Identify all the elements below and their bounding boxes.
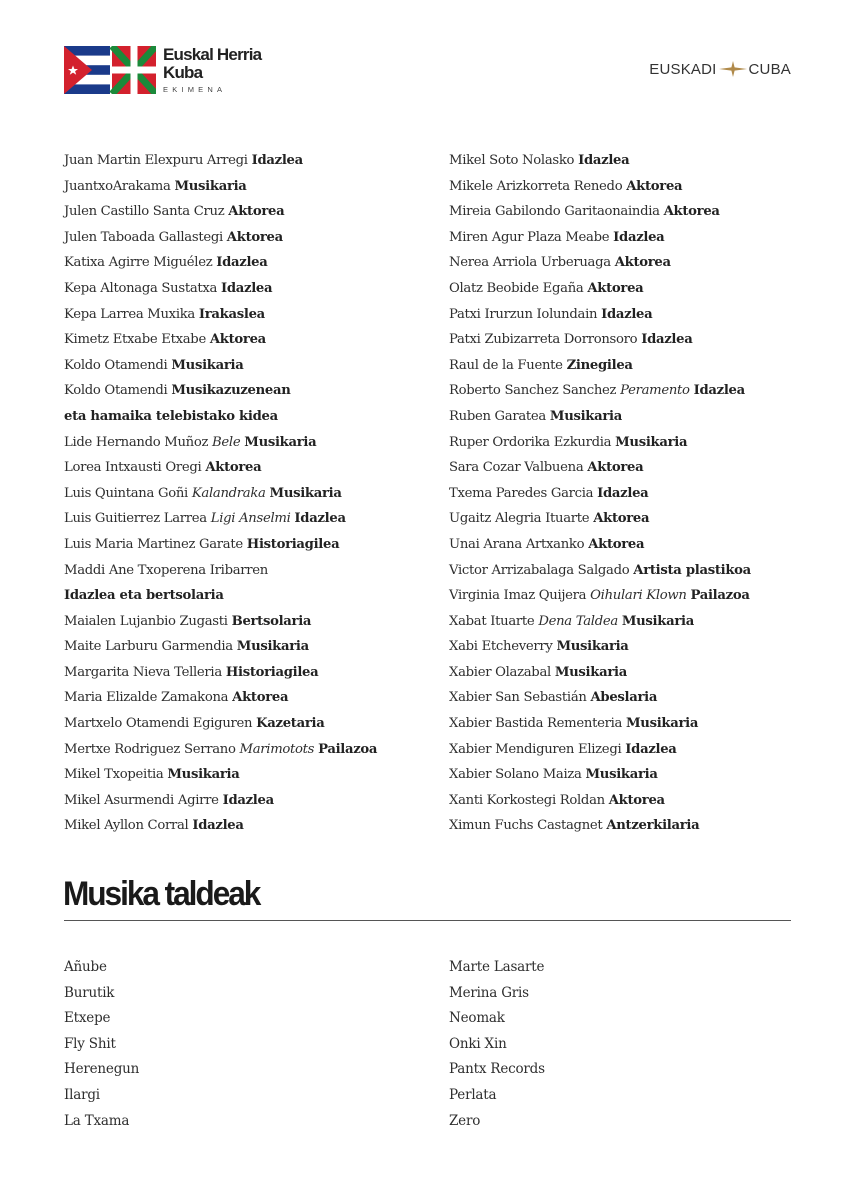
band-item: Perlata — [449, 1086, 497, 1103]
person-row — [64, 762, 377, 788]
person-row — [449, 558, 751, 584]
person-row — [64, 378, 377, 404]
person-row — [449, 148, 751, 174]
person-row — [449, 455, 751, 481]
person-role: Idazlea — [625, 741, 677, 757]
person-role: Artista plastikoa — [633, 562, 751, 578]
person-row — [64, 788, 377, 814]
person-row — [449, 583, 751, 609]
band-item: Añube — [64, 959, 107, 975]
person-row — [64, 353, 377, 379]
person-alias: Oihulari Klown — [590, 588, 687, 604]
person-role: Musikaria — [244, 434, 317, 450]
person-role: Abeslaria — [590, 690, 658, 706]
person-role: Historiagilea — [246, 536, 340, 552]
person-role: Historiagilea — [225, 664, 319, 680]
person-role: Aktorea — [626, 178, 683, 194]
person-row — [449, 404, 751, 430]
band-item: Fly Shit — [64, 1035, 116, 1052]
person-name: Maddi Ane Txoperena Iribarren — [64, 562, 268, 578]
person-row — [449, 353, 751, 379]
person-row — [449, 609, 751, 635]
person-name: Xabier Bastida Rementeria — [449, 716, 623, 732]
person-name: Ruper Ordorika Ezkurdia — [449, 434, 612, 450]
person-row — [64, 276, 377, 302]
flags-icon — [64, 46, 156, 94]
person-name: Koldo Otamendi — [64, 383, 168, 399]
person-row — [449, 250, 751, 276]
band-item: Merina Gris — [449, 984, 529, 1001]
person-name: Xabi Etcheverry — [449, 639, 553, 655]
partner-cuba: CUBA — [748, 60, 791, 78]
person-row — [449, 634, 751, 660]
section-divider — [64, 920, 791, 921]
person-row — [64, 455, 377, 481]
band-item: Onki Xin — [449, 1035, 507, 1052]
person-row — [449, 788, 751, 814]
star-icon — [718, 60, 748, 78]
person-row — [64, 506, 377, 532]
person-row — [64, 711, 377, 737]
person-name: Mikel Soto Nolasko — [449, 153, 575, 168]
person-name: Ugaitz Alegria Ituarte — [449, 511, 590, 527]
person-role: eta hamaika telebistako kidea — [64, 408, 278, 424]
people-list-left — [64, 148, 377, 839]
person-role: Idazlea — [251, 153, 303, 168]
band-item: Pantx Records — [449, 1061, 545, 1078]
person-name: Mikel Asurmendi Agirre — [64, 792, 219, 808]
person-role: Idazlea — [192, 818, 244, 834]
person-name: Xabier Mendiguren Elizegi — [449, 741, 622, 757]
person-role: Aktorea — [228, 204, 285, 220]
person-role: Idazlea — [222, 792, 274, 808]
person-role: Aktorea — [663, 204, 720, 220]
people-list-right — [449, 148, 751, 839]
person-role: Musikaria — [174, 178, 247, 194]
person-name: Kepa Altonaga Sustatxa — [64, 280, 218, 296]
person-row — [449, 737, 751, 763]
person-role: Idazlea — [221, 280, 273, 296]
person-alias: Dena Taldea — [538, 613, 618, 629]
person-row — [449, 430, 751, 456]
person-name: Maria Elizalde Zamakona — [64, 690, 229, 706]
logo-text — [163, 46, 261, 94]
person-alias: Peramento — [620, 383, 690, 399]
person-role: Idazlea — [693, 383, 745, 399]
bands-list-left — [64, 955, 139, 1134]
person-name: Mikele Arizkorreta Renedo — [449, 178, 623, 194]
person-role: Musikaria — [554, 664, 627, 680]
person-role: Aktorea — [608, 792, 665, 808]
person-name: Xanti Korkostegi Roldan — [449, 792, 605, 808]
band-item: Neomak — [449, 1010, 505, 1027]
person-name: Kepa Larrea Muxika — [64, 306, 195, 322]
person-role: Idazlea — [597, 485, 649, 501]
person-row — [64, 481, 377, 507]
person-row — [64, 302, 377, 328]
person-role: Idazlea — [641, 332, 693, 348]
band-item: Etxepe — [64, 1010, 111, 1027]
person-row — [449, 762, 751, 788]
person-name: Lorea Intxausti Oregi — [64, 460, 202, 476]
person-row — [64, 327, 377, 353]
person-row — [64, 404, 377, 430]
person-name: Martxelo Otamendi Egiguren — [64, 716, 253, 732]
person-role: Aktorea — [614, 255, 671, 271]
person-row — [64, 609, 377, 635]
person-row — [449, 378, 751, 404]
band-item: Herenegun — [64, 1061, 140, 1078]
person-role: Pailazoa — [318, 741, 378, 757]
person-row — [64, 737, 377, 763]
person-row — [64, 558, 377, 584]
person-row — [449, 685, 751, 711]
partner-euskadi: EUSKADI — [649, 60, 717, 78]
person-role: Musikaria — [269, 485, 342, 501]
person-name: Luis Maria Martinez Garate — [64, 536, 243, 552]
person-role: Musikaria — [556, 639, 629, 655]
person-role: Musikaria — [625, 716, 699, 732]
person-role: Idazlea — [294, 511, 346, 527]
person-row — [449, 225, 751, 251]
person-role: Musikaria — [236, 639, 309, 655]
person-name: Unai Arana Artxanko — [449, 536, 585, 552]
person-name: Patxi Irurzun Iolundain — [449, 306, 598, 322]
person-row — [64, 225, 377, 251]
person-role: Musikaria — [585, 767, 658, 783]
person-name: Ximun Fuchs Castagnet — [449, 818, 603, 834]
person-role: Irakaslea — [198, 306, 265, 322]
person-name: Sara Cozar Valbuena — [449, 460, 584, 476]
person-row — [449, 174, 751, 200]
person-role: Aktorea — [209, 332, 266, 348]
euskadi-cuba-logo — [649, 60, 791, 78]
person-name: JuantxoArakama — [64, 178, 171, 194]
section-title: Musika taldeak — [63, 875, 260, 913]
page-header — [0, 0, 852, 120]
person-name: Katixa Agirre Miguélez — [64, 255, 213, 271]
person-row — [64, 148, 377, 174]
person-name: Ruben Garatea — [449, 408, 546, 424]
person-name: Virginia Imaz Quijera — [449, 588, 587, 604]
logo-title-line2: Kuba — [163, 63, 203, 82]
person-alias: Bele — [212, 434, 241, 450]
person-name: Koldo Otamendi — [64, 357, 168, 373]
person-alias: Kalandraka — [191, 485, 266, 501]
bands-list-right — [449, 955, 545, 1134]
person-row — [449, 481, 751, 507]
person-name: Txema Paredes Garcia — [449, 485, 594, 501]
person-role: Aktorea — [588, 536, 645, 552]
person-role: Antzerkilaria — [606, 818, 700, 834]
person-name: Victor Arrizabalaga Salgado — [449, 562, 630, 578]
person-name: Mikel Ayllon Corral — [64, 818, 189, 834]
person-role: Idazlea — [613, 229, 665, 245]
person-name: Juan Martin Elexpuru Arregi — [64, 153, 248, 168]
person-role: Idazlea eta bertsolaria — [64, 588, 224, 604]
person-row — [64, 174, 377, 200]
person-row — [64, 813, 377, 839]
person-role: Aktorea — [593, 511, 650, 527]
person-row — [64, 685, 377, 711]
person-name: Margarita Nieva Telleria — [64, 664, 222, 680]
person-role: Aktorea — [587, 460, 644, 476]
person-name: Nerea Arriola Urberuaga — [449, 255, 611, 271]
person-role: Musikaria — [615, 434, 688, 450]
person-role: Musikaria — [171, 357, 244, 373]
person-row — [449, 327, 751, 353]
logo-subtitle: EKIMENA — [163, 85, 227, 94]
person-alias: Ligi Anselmi — [210, 511, 291, 527]
person-role: Idazlea — [578, 153, 630, 168]
person-name: Olatz Beobide Egaña — [449, 280, 584, 296]
band-item: Ilargi — [64, 1086, 100, 1103]
person-role: Aktorea — [226, 229, 283, 245]
band-item: Marte Lasarte — [449, 959, 545, 975]
person-row — [64, 583, 377, 609]
person-role: Idazlea — [216, 255, 268, 271]
person-name: Patxi Zubizarreta Dorronsoro — [449, 332, 638, 348]
person-name: Maialen Lujanbio Zugasti — [64, 613, 228, 629]
person-row — [449, 711, 751, 737]
person-role: Aktorea — [232, 690, 289, 706]
person-role: Musikaria — [621, 613, 694, 629]
band-item: Zero — [449, 1112, 481, 1129]
person-row — [449, 276, 751, 302]
person-name: Maite Larburu Garmendia — [64, 639, 233, 655]
person-alias: Marimotots — [239, 741, 315, 757]
person-row — [449, 813, 751, 839]
person-name: Raul de la Fuente — [449, 357, 563, 373]
person-row — [449, 532, 751, 558]
person-name: Luis Guitierrez Larrea — [64, 511, 207, 527]
person-row — [64, 199, 377, 225]
person-name: Mertxe Rodriguez Serrano — [64, 741, 236, 757]
person-role: Idazlea — [601, 306, 653, 322]
person-role: Bertsolaria — [231, 613, 312, 629]
person-role: Zinegilea — [566, 357, 633, 373]
person-row — [449, 302, 751, 328]
person-row — [449, 199, 751, 225]
person-name: Miren Agur Plaza Meabe — [449, 229, 610, 245]
person-name: Mireia Gabilondo Garitaonaindia — [449, 204, 660, 220]
person-name: Xabier Solano Maiza — [449, 767, 582, 783]
person-role: Musikaria — [549, 408, 622, 424]
person-name: Luis Quintana Goñi — [64, 485, 188, 501]
person-name: Julen Castillo Santa Cruz — [64, 204, 225, 220]
person-name: Kimetz Etxabe Etxabe — [64, 332, 206, 348]
person-row — [64, 634, 377, 660]
band-item: Burutik — [64, 984, 115, 1001]
person-row — [64, 430, 377, 456]
person-name: Julen Taboada Gallastegi — [64, 229, 223, 245]
person-name: Xabat Ituarte — [449, 613, 535, 629]
person-role: Aktorea — [205, 460, 262, 476]
person-name: Xabier San Sebastián — [449, 690, 587, 706]
person-row — [449, 660, 751, 686]
person-role: Kazetaria — [256, 716, 325, 732]
person-name: Xabier Olazabal — [449, 664, 551, 680]
person-row — [64, 250, 377, 276]
person-name: Mikel Txopeitia — [64, 767, 164, 783]
euskal-herria-kuba-logo — [64, 46, 264, 94]
person-role: Aktorea — [587, 280, 644, 296]
person-name: Lide Hernando Muñoz — [64, 434, 209, 450]
logo-title-line1: Euskal Herria — [163, 45, 262, 64]
person-row — [64, 660, 377, 686]
person-row — [64, 532, 377, 558]
person-name: Roberto Sanchez Sanchez — [449, 383, 617, 399]
person-role: Pailazoa — [690, 588, 750, 604]
person-row — [449, 506, 751, 532]
band-item: La Txama — [64, 1112, 130, 1129]
person-role: Musikaria — [167, 767, 240, 783]
person-role: Musikazuzenean — [171, 383, 291, 399]
